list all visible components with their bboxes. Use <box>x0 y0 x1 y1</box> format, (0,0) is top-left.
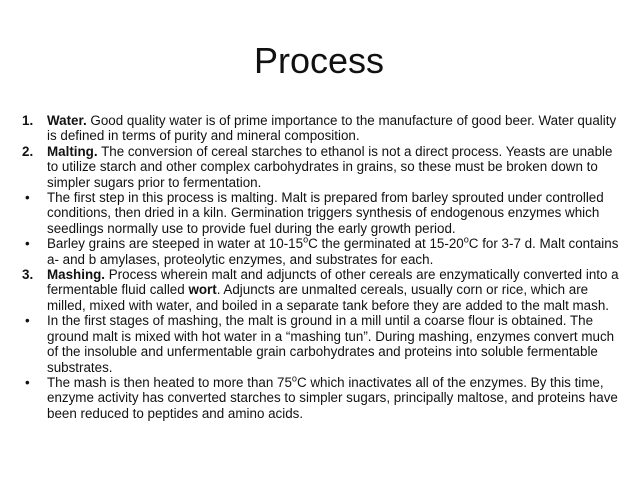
bullet-icon: • <box>25 236 30 252</box>
item-text-part: C for 3-7 d. Malt contains a- and b amylases, proteolytic enzymes, and substrates for each. <box>47 236 619 267</box>
bullet-icon: • <box>25 190 30 206</box>
item-number: 3. <box>22 267 34 283</box>
list-item-mash-heating <box>22 375 626 421</box>
bullet-icon: • <box>25 313 30 329</box>
list-item-barley-steeping <box>22 236 626 267</box>
item-text-part: C the germinated at 15-20 <box>308 236 464 252</box>
list-item-mashing-first-stage <box>22 313 626 375</box>
item-text-part: Barley grains are steeped in water at 10-15 <box>47 236 304 252</box>
slide-title: Process <box>253 40 385 81</box>
wort-term: wort <box>188 282 217 298</box>
degree-superscript: o <box>291 373 297 384</box>
item-number: 1. <box>22 113 34 128</box>
degree-superscript: o <box>303 234 309 245</box>
list-item-malting <box>22 144 626 190</box>
list-item-water <box>22 113 626 144</box>
slide-body <box>22 113 626 421</box>
item-number: 2. <box>22 143 34 159</box>
item-text: The first step in this process is malting. Malt is prepared from barley sprouted under controlled conditions, then dried in a kiln. Germination triggers synthesis of endogenous enzymes which seedlings normally use to provide fuel during the early growth period. <box>47 190 604 236</box>
item-text-part: Process wherein malt and adjuncts of other cereals are enzymatically converted into a fermentable fluid called <box>47 267 619 298</box>
item-text: The conversion of cereal starches to ethanol is not a direct process. Yeasts are unable to utilize starch and other complex carbohydrates in grains, so these must be broken down to simpler sugars prior to fermentation. <box>47 143 613 190</box>
bullet-icon: • <box>25 374 30 390</box>
item-heading: Water. <box>47 113 87 128</box>
item-text: In the first stages of mashing, the malt is ground in a mill until a coarse flour is obtained. The ground malt is mixed with hot water in a “mashing tun”. During mashing, enzymes convert much of the insoluble and unfermentable grain carbohydrates and proteins into soluble fermentable substrates. <box>47 313 615 375</box>
list-item-malting-first-step <box>22 190 626 236</box>
list-item-mashing <box>22 267 626 313</box>
item-text-part: . Adjuncts are unmalted cereals, usually corn or rice, which are milled, mixed with water, and boiled in a separate tank before they are added to the malt mash. <box>47 282 609 313</box>
item-heading: Malting. <box>47 143 98 159</box>
degree-superscript: o <box>463 234 469 245</box>
item-text-part: C which inactivates all of the enzymes. By this time, enzyme activity has converted starches to simpler sugars, principally maltose, and proteins have been reduced to peptides and amino acids. <box>47 374 618 421</box>
item-heading: Mashing. <box>47 267 106 283</box>
item-text-part: The mash is then heated to more than 75 <box>47 374 292 390</box>
item-text: Good quality water is of prime importance to the manufacture of good beer. Water quality is defined in terms of purity and mineral composition. <box>47 113 617 144</box>
